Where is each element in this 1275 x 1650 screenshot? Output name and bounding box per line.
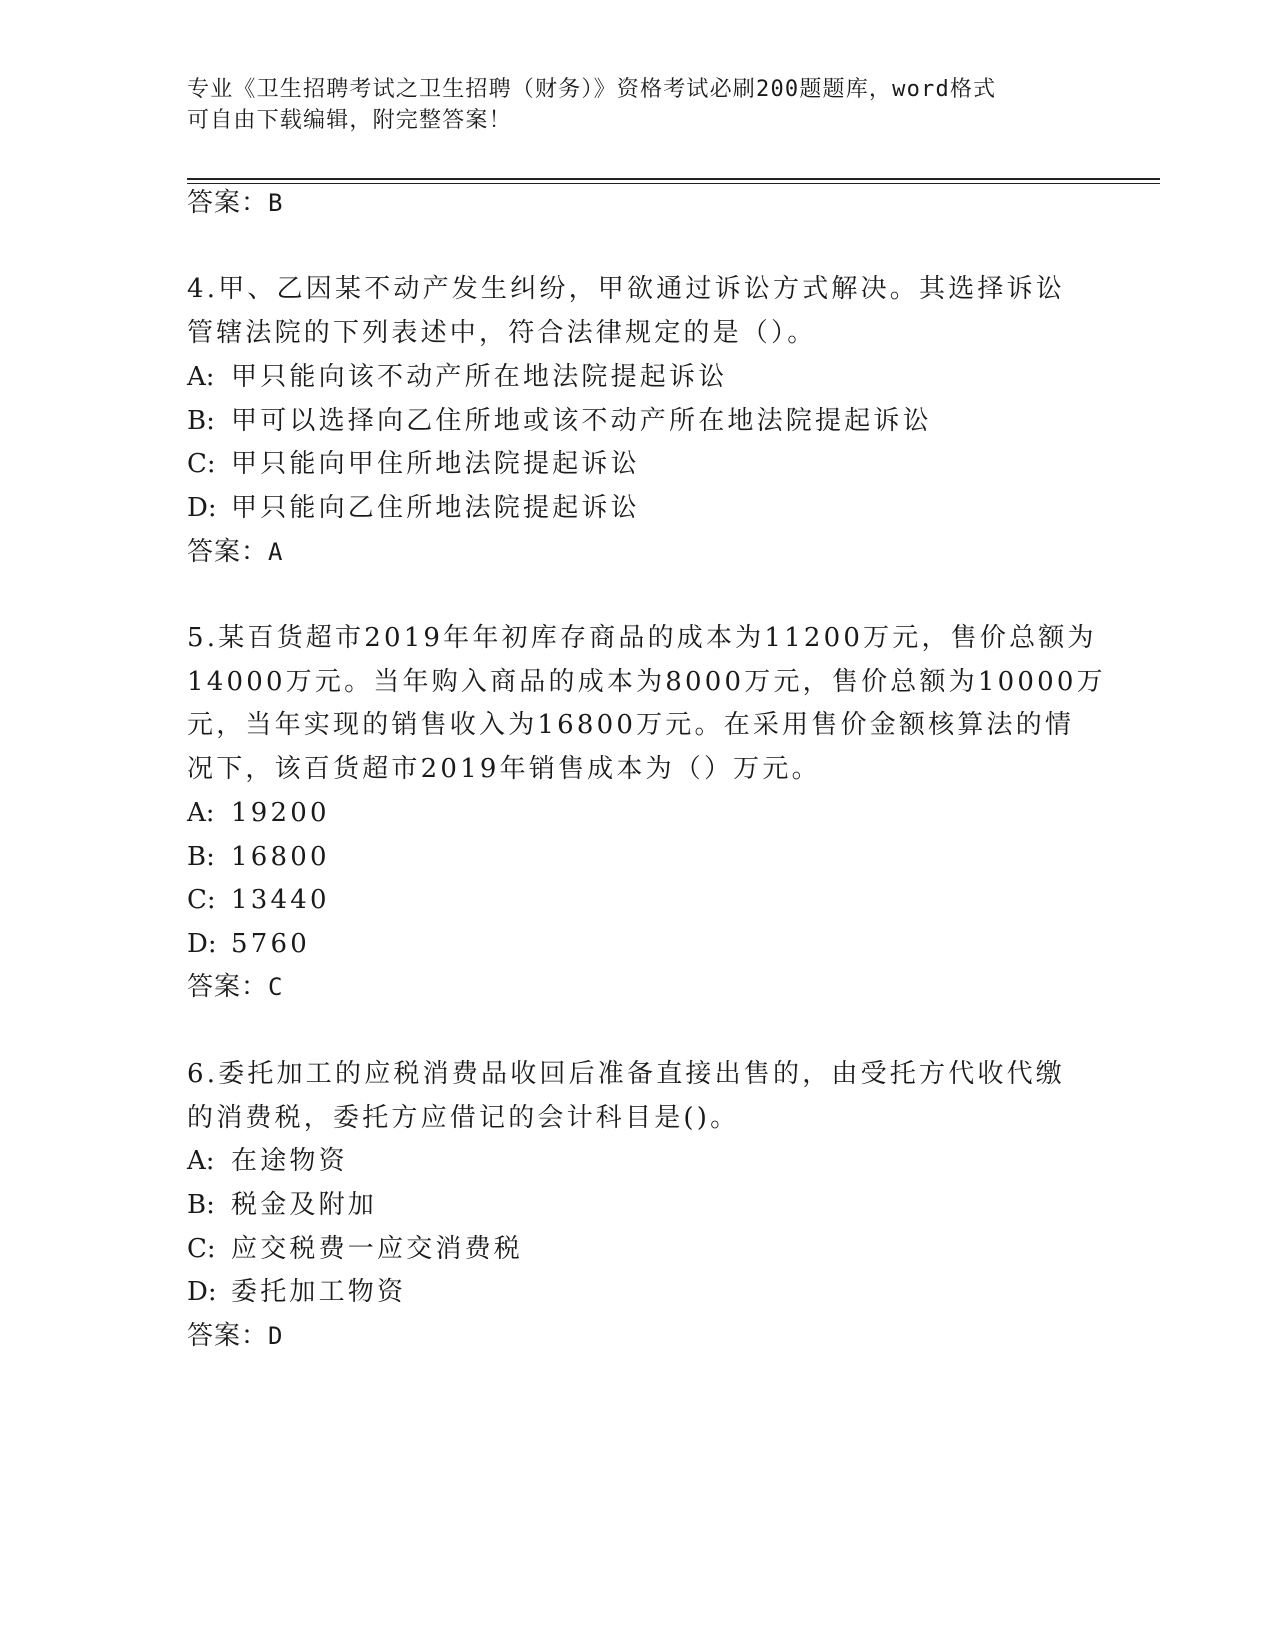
header-divider-thick xyxy=(187,178,1160,180)
option-key: B: xyxy=(187,406,215,436)
option-text: 应交税费一应交消费税 xyxy=(231,1234,524,1264)
option-text: 16800 xyxy=(231,842,330,872)
question-4-option-c xyxy=(187,447,640,481)
question-4-line-2: 管辖法院的下列表述中，符合法律规定的是（）。 xyxy=(187,318,817,348)
option-key: C: xyxy=(187,885,216,915)
option-text: 委托加工物资 xyxy=(231,1277,407,1307)
option-text: 13440 xyxy=(231,885,330,915)
answer-value: D xyxy=(268,1322,284,1350)
answer-label: 答案： xyxy=(187,537,269,567)
option-key: A: xyxy=(187,1146,215,1176)
option-key: C: xyxy=(187,1234,216,1264)
answer-label: 答案： xyxy=(187,1321,269,1351)
option-key: B: xyxy=(187,842,215,872)
question-5-line-4: 况下，该百货超市2019年销售成本为（）万元。 xyxy=(187,754,821,784)
question-5-option-c xyxy=(187,883,330,917)
document-header xyxy=(187,74,1087,136)
question-5-option-d xyxy=(187,927,310,961)
question-5-option-a xyxy=(187,796,330,830)
option-key: C: xyxy=(187,449,216,479)
option-text: 在途物资 xyxy=(231,1146,348,1176)
answer-line-q6 xyxy=(187,1319,283,1353)
question-5-option-b xyxy=(187,840,330,874)
question-6-option-c xyxy=(187,1232,523,1266)
option-key: D: xyxy=(187,929,217,959)
option-key: A: xyxy=(187,798,215,828)
option-text: 甲只能向乙住所地法院提起诉讼 xyxy=(231,493,640,523)
option-text: 5760 xyxy=(231,929,310,959)
question-4-option-d xyxy=(187,491,640,525)
option-key: A: xyxy=(187,362,215,392)
answer-label: 答案： xyxy=(187,972,269,1002)
question-5-line-3: 元，当年实现的销售收入为16800万元。在采用售价金额核算法的情 xyxy=(187,710,1075,740)
answer-line-q3 xyxy=(187,186,283,220)
option-key: D: xyxy=(187,493,217,523)
question-6-option-a xyxy=(187,1144,348,1178)
option-text: 甲只能向甲住所地法院提起诉讼 xyxy=(231,449,640,479)
answer-value: A xyxy=(268,538,284,566)
answer-value: B xyxy=(268,189,284,217)
option-text: 19200 xyxy=(231,798,330,828)
question-6-option-b xyxy=(187,1188,377,1222)
question-6-option-d xyxy=(187,1275,406,1309)
question-4-option-b xyxy=(187,404,932,438)
question-6-line-2: 的消费税，委托方应借记的会计科目是()。 xyxy=(187,1103,740,1133)
question-5-line-2: 14000万元。当年购入商品的成本为8000万元，售价总额为10000万 xyxy=(187,667,1106,697)
option-key: B: xyxy=(187,1190,215,1220)
header-line-2: 可自由下载编辑，附完整答案！ xyxy=(187,108,512,133)
header-divider-thin xyxy=(187,183,1160,184)
answer-line-q4 xyxy=(187,535,283,569)
question-6-line-1: 6.委托加工的应税消费品收回后准备直接出售的，由受托方代收代缴 xyxy=(187,1059,1066,1089)
question-5-line-1: 5.某百货超市2019年年初库存商品的成本为11200万元，售价总额为 xyxy=(187,623,1097,653)
option-text: 税金及附加 xyxy=(231,1190,378,1220)
header-line-1: 专业《卫生招聘考试之卫生招聘（财务）》资格考试必刷200题题库，word格式 xyxy=(187,77,997,102)
question-4-line-1: 4.甲、乙因某不动产发生纠纷，甲欲通过诉讼方式解决。其选择诉讼 xyxy=(187,274,1066,304)
option-key: D: xyxy=(187,1277,217,1307)
option-text: 甲可以选择向乙住所地或该不动产所在地法院提起诉讼 xyxy=(231,406,932,436)
question-4-option-a xyxy=(187,360,727,394)
option-text: 甲只能向该不动产所在地法院提起诉讼 xyxy=(231,362,728,392)
answer-value: C xyxy=(268,973,284,1001)
answer-line-q5 xyxy=(187,970,283,1004)
answer-label: 答案： xyxy=(187,188,269,218)
